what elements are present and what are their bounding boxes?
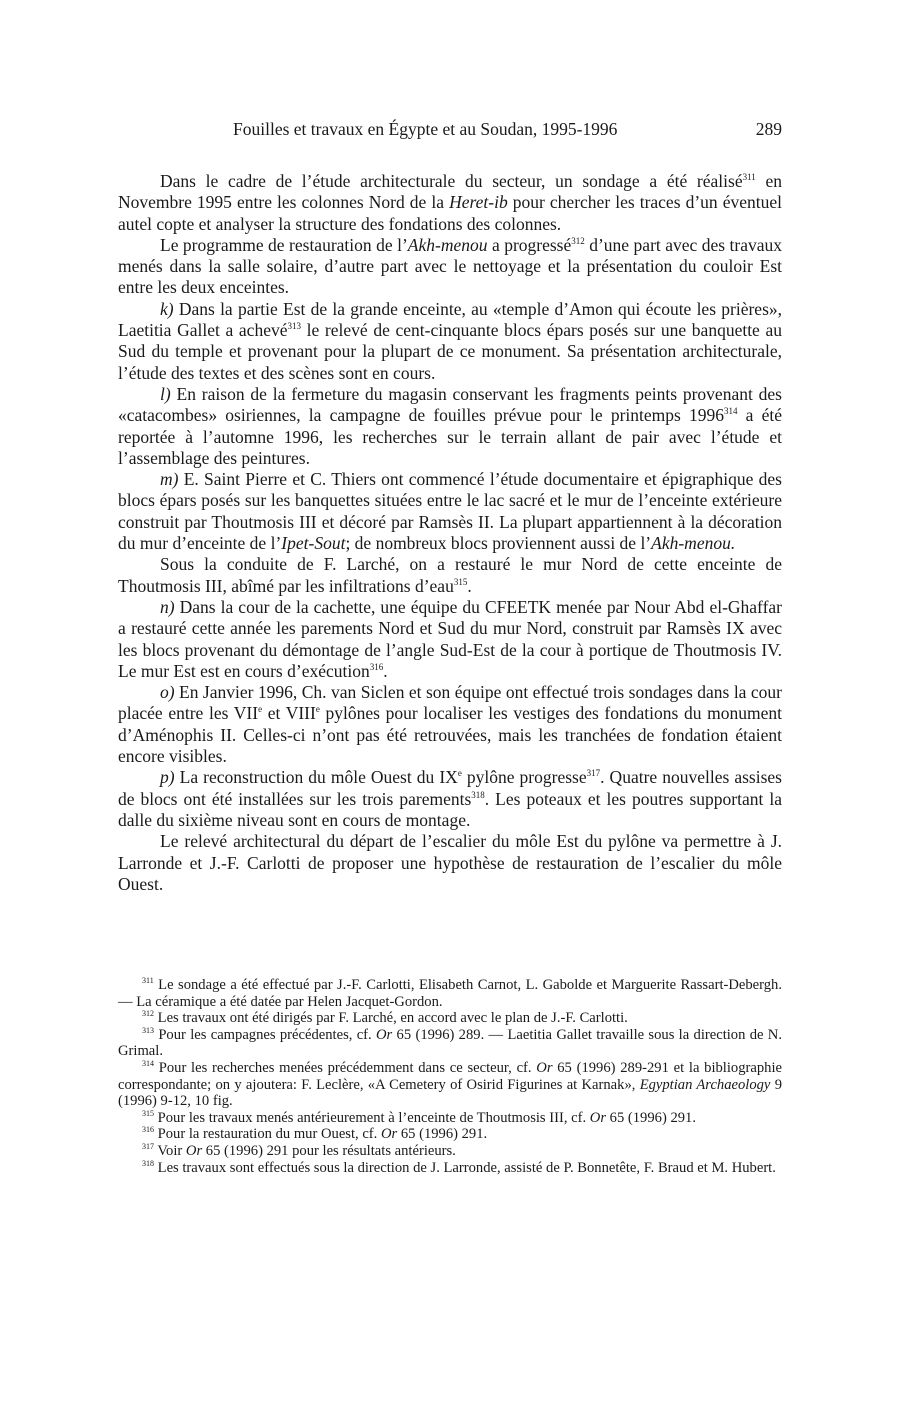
- italic-text: Or: [380, 1126, 398, 1143]
- italic-text: o): [160, 682, 175, 703]
- paragraph: [118, 554, 782, 597]
- note-call: e: [258, 704, 263, 715]
- text-run: 65 (1996) 291 pour les résultats antérieurs.: [202, 1142, 456, 1159]
- text-run: Le sondage a été effectué par J.-F. Carlotti, Elisabeth Carnot, L. Gabolde et Marguerite Rassart-Debergh. — La céramique a été datée par Helen Jacquet-Gordon.: [118, 977, 782, 1010]
- footnote: [118, 1027, 782, 1060]
- italic-text: Egyptian Archaeology: [639, 1076, 771, 1093]
- text-run: a progressé: [487, 234, 572, 255]
- paragraph: [118, 299, 782, 384]
- text-run: a été reportée à l’automne 1996, les recherches sur le terrain allant de pair avec l’étude et l’assemblage des peintures.: [118, 405, 782, 468]
- note-call: 317: [586, 768, 601, 779]
- text-run: pour chercher les traces d’un éventuel autel copte et analyser la structure des fondations des colonnes.: [118, 192, 782, 234]
- text-run: En raison de la fermeture du magasin conservant les fragments peints provenant des «catacombes» osiriennes, la campagne de fouilles prévue pour le printemps 1996: [118, 383, 782, 426]
- note-call: 311: [142, 976, 154, 985]
- note-call: 313: [142, 1025, 154, 1035]
- note-call: 313: [287, 321, 301, 332]
- text-run: pylônes pour localiser les vestiges des fondations du monument d’Aménophis II. Celles-ci n’ont pas été retrouvées, mais les tranchées de fondation étaient encore visibles.: [118, 703, 782, 767]
- italic-text: Akh-menou: [407, 234, 488, 255]
- note-call: 314: [142, 1058, 154, 1068]
- text-run: 65 (1996) 291.: [606, 1109, 696, 1126]
- note-call: 316: [369, 661, 384, 672]
- text-run: .: [467, 575, 472, 596]
- paragraph: [118, 384, 782, 469]
- paragraph: [118, 469, 782, 554]
- text-run: Le relevé architectural du départ de l’escalier du môle Est du pylône va permettre à J. Larronde et J.-F. Carlotti de proposer une hypothèse de restauration de l’escalier du môle Ouest.: [118, 831, 782, 894]
- text-run: Pour la restauration du mur Ouest, cf.: [154, 1126, 381, 1143]
- text-run: Pour les travaux menés antérieurement à l’enceinte de Thoutmosis III, cf.: [154, 1109, 590, 1126]
- text-run: E. Saint Pierre et C. Thiers ont commencé l’étude documentaire et épigraphique des blocs épars posés sur les banquettes situées entre le lac sacré et le mur de l’enceinte extérieure construit par Thoutmosis III et décoré par Ramsès II. La plupart appartiennent à la décoration du mur d’enceinte de l’: [118, 469, 782, 554]
- text-run: Dans la partie Est de la grande enceinte, au «temple d’Amon qui écoute les prières», Laetitia Gallet a achevé: [118, 298, 782, 341]
- text-run: .: [383, 660, 388, 681]
- note-call: 315: [142, 1108, 154, 1118]
- text-run: le relevé de cent-cinquante blocs épars posés sur une banquette au Sud du temple et provenant pour la plupart de ce monument. Sa présentation architecturale, l’étude des textes et des scènes sont en cours.: [118, 320, 782, 383]
- text-run: Dans le cadre de l’étude architecturale du secteur, un sondage a été réalisé: [160, 171, 743, 191]
- italic-text: Akh-menou.: [651, 533, 736, 554]
- text-run: ; de nombreux blocs proviennent aussi de l’: [345, 533, 652, 554]
- paragraph: [118, 235, 782, 299]
- note-call: 316: [142, 1125, 154, 1135]
- text-run: 65 (1996) 289-291 et la bibliographie correspondante; on y ajoutera: F. Leclère, «A Cemetery of Osirid Figurines at Karnak»,: [118, 1059, 782, 1093]
- text-run: d’une part avec des travaux menés dans la salle solaire, d’autre part avec le nettoyage et la présentation du couloir Est entre les deux enceintes.: [118, 234, 783, 298]
- text-run: Sous la conduite de F. Larché, on a restauré le mur Nord de cette enceinte de Thoutmosis III, abîmé par les infiltrations d’eau: [118, 554, 782, 596]
- text-run: 65 (1996) 291.: [397, 1126, 488, 1143]
- note-call: 318: [471, 789, 485, 800]
- text-run: Le programme de restauration de l’: [160, 234, 408, 255]
- text-run: . Quatre nouvelles assises de blocs ont été installées sur les trois parements: [118, 767, 782, 809]
- italic-text: Or: [185, 1142, 203, 1159]
- text-run: en Novembre 1995 entre les colonnes Nord de la: [118, 171, 782, 213]
- text-run: . Les poteaux et les poutres supportant la dalle du sixième niveau sont en cours de montage.: [118, 788, 782, 830]
- paragraph: [118, 682, 782, 767]
- note-call: 312: [571, 235, 585, 246]
- footnote: [118, 977, 782, 1010]
- note-call: e: [457, 768, 462, 779]
- running-title: Fouilles et travaux en Égypte et au Soudan, 1995-1996: [233, 119, 618, 139]
- footnote: [118, 1160, 782, 1177]
- italic-text: Ipet-Sout: [281, 533, 346, 554]
- note-call: 315: [453, 576, 468, 587]
- footnote: [118, 1126, 782, 1143]
- italic-text: Or: [376, 1026, 393, 1043]
- note-call: 318: [142, 1158, 154, 1168]
- text-run: Les travaux sont effectués sous la direction de J. Larronde, assisté de P. Bonnetête, F. Braud et M. Hubert.: [154, 1159, 776, 1176]
- italic-text: Heret-ib: [449, 192, 508, 213]
- text-run: Dans la cour de la cachette, une équipe du CFEETK menée par Nour Abd el-Ghaffar a restauré cette année les parements Nord et Sud du mur Nord, construit par Ramsès IX avec les blocs provenant du démontage de l’angle Sud-Est de la cour à portique de Thoutmosis IV. Le mur Est est en cours d’exécution: [118, 596, 782, 681]
- text-run: La reconstruction du môle Ouest du IX: [174, 767, 458, 788]
- italic-text: Or: [589, 1109, 606, 1126]
- footnote: [118, 1110, 782, 1127]
- paragraph: [118, 831, 782, 895]
- footnote: [118, 1010, 782, 1027]
- text-run: Pour les campagnes précédentes, cf.: [154, 1026, 377, 1043]
- text-run: Voir: [154, 1142, 186, 1159]
- page-number: 289: [755, 119, 782, 139]
- italic-text: p): [160, 767, 175, 788]
- italic-text: n): [160, 596, 175, 617]
- text-run: pylône progresse: [461, 767, 587, 788]
- text-run: 9 (1996) 9-12, 10 fig.: [118, 1076, 782, 1110]
- text-run: Les travaux ont été dirigés par F. Larché, en accord avec le plan de J.-F. Carlotti.: [154, 1010, 628, 1027]
- note-call: e: [315, 704, 320, 715]
- note-call: 317: [142, 1141, 154, 1151]
- paragraph: [118, 767, 782, 831]
- footnote: [118, 1143, 782, 1160]
- text-run: 65 (1996) 289. — Laetitia Gallet travaille sous la direction de N. Grimal.: [118, 1026, 782, 1060]
- italic-text: Or: [536, 1059, 553, 1076]
- footnotes: [118, 977, 782, 1176]
- paragraph: [118, 597, 782, 682]
- running-header: [118, 119, 782, 143]
- text-run: En Janvier 1996, Ch. van Siclen et son équipe ont effectué trois sondages dans la cour placée entre les VII: [118, 682, 782, 724]
- footnote: [118, 1060, 782, 1110]
- text-run: et VIII: [262, 703, 316, 724]
- text-run: Pour les recherches menées précédemment dans ce secteur, cf.: [154, 1059, 537, 1076]
- italic-text: m): [160, 469, 179, 490]
- italic-text: l): [160, 383, 171, 404]
- italic-text: k): [160, 298, 174, 319]
- note-call: 312: [142, 1009, 154, 1019]
- note-call: 314: [724, 406, 738, 417]
- note-call: 311: [742, 172, 756, 182]
- paragraph: [118, 171, 782, 235]
- main-text: [118, 171, 782, 895]
